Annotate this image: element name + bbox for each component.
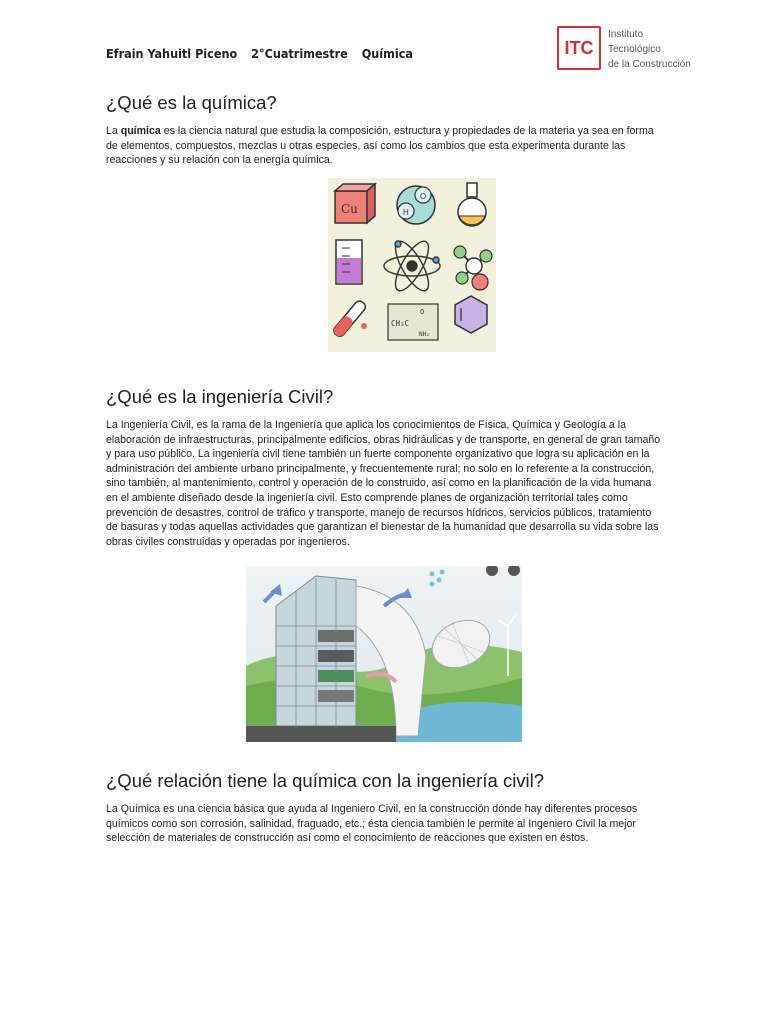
chemistry-illustration xyxy=(328,178,496,352)
svg-text:O: O xyxy=(420,308,425,316)
beaker-icon xyxy=(336,240,362,284)
chemistry-paragraph: La química es la ciencia natural que estudia la composición, estructura y propiedades de la materia ya sea en forma de elementos, compuestos, mezclas u otras especies, así como los cambios que esta experimenta durante las reacciones y su relación con la energía química. xyxy=(106,125,654,167)
subject-label: Química xyxy=(361,46,413,61)
itc-logo-text: Instituto Tecnológico de la Construcción xyxy=(608,29,691,70)
benzene-ring-icon xyxy=(455,296,487,333)
section-title-civil-engineering: ¿Qué es la ingeniería Civil? xyxy=(106,386,334,407)
section-title-relationship: ¿Qué relación tiene la química con la ingeniería civil? xyxy=(106,770,545,791)
author-name: Efrain Yahuitl Piceno xyxy=(106,46,238,61)
document-header xyxy=(106,46,423,61)
molecule-icon xyxy=(397,186,435,224)
sustainable-building-illustration xyxy=(246,566,522,742)
svg-text:H: H xyxy=(403,208,409,217)
svg-text:O: O xyxy=(420,192,427,201)
itc-logo-mark: ITC xyxy=(557,26,601,70)
svg-text:Cu: Cu xyxy=(341,202,358,216)
term-label: 2°Cuatrimestre xyxy=(251,46,348,61)
cube-icon xyxy=(335,184,375,223)
formula-icon xyxy=(388,304,438,340)
relationship-paragraph: La Química es una ciencia básica que ayuda al Ingeniero Civil, en la construcción dónde hay diferentes procesos químicos como son corrosión, salinidad, fraguado, etc.; ésta ciencia también le permite al Ingeniero Civil la mejor selección de materiales de construcción así como el conocimiento de reacciones que existen en éstos. xyxy=(106,803,638,845)
civil-engineering-paragraph: La Ingeniería Civil, es la rama de la Ingeniería que aplica los conocimientos de Física, Química y Geología a la elaboración de infraestructuras, principalmente edificios, obras hidráulicas y de transporte, en general de gran tamaño y para uso público. La ingeniería civil tiene también un fuerte componente organizativo que logra su aplicación en la administración del ambiente urbano principalmente, y frecuentemente rural; no solo en lo referente a la construcción, sino también, al mantenimiento, control y operación de lo construido, así como en la planificación de la vida humana en el ambiente diseñado desde la ingeniería civil. Esto comprende planes de organización territorial tales como prevención de desastres, control de tráfico y transporte, manejo de recursos hídricos, servicios públicos, tratamiento de basuras y todas aquellas actividades que garantizan el bienestar de la humanidad que desarrolla su vida sobre las obras civiles construidas y operadas por ingenieros. xyxy=(106,419,661,548)
section-title-chemistry: ¿Qué es la química? xyxy=(106,92,277,113)
svg-text:NH₂: NH₂ xyxy=(419,331,430,338)
itc-logo xyxy=(557,26,707,74)
svg-text:CH₃C: CH₃C xyxy=(391,319,410,328)
